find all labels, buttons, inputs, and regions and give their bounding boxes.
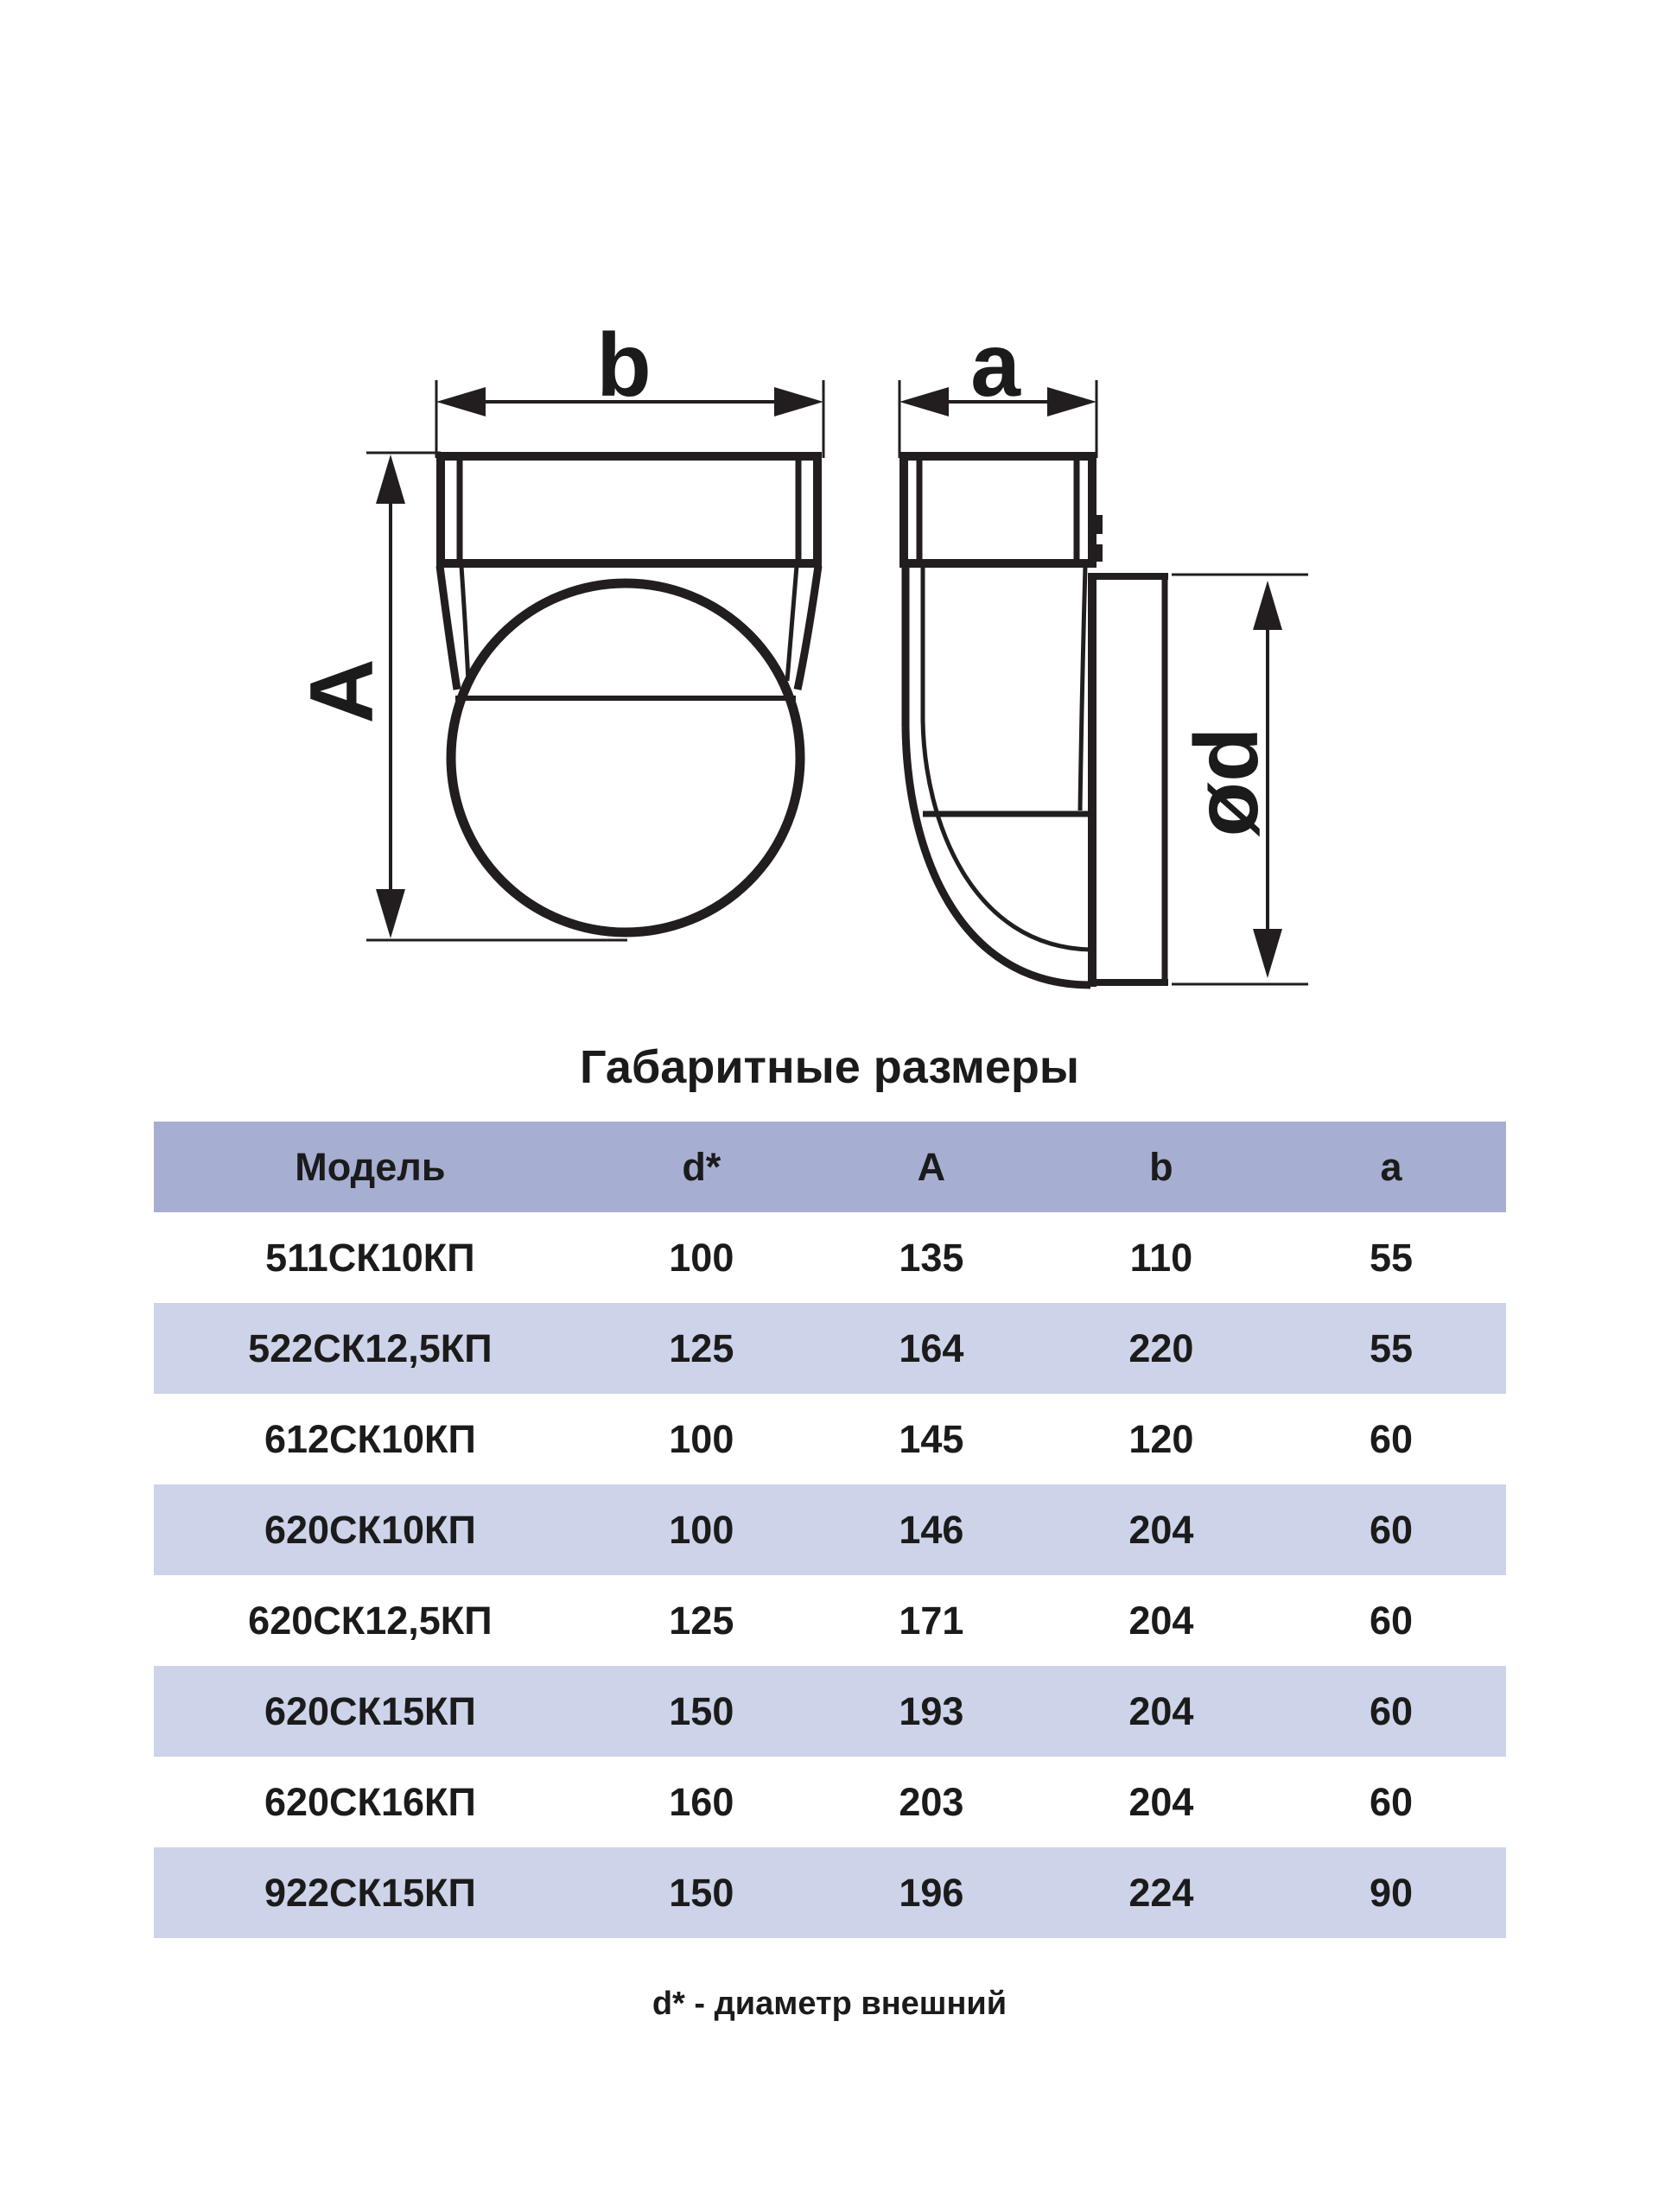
dim-label-b: b [596, 315, 652, 416]
cell-model: 620СК10КП [264, 1507, 476, 1552]
table-header-row [154, 1122, 1506, 1212]
wall-line [787, 566, 797, 681]
dim-label-diameter: ød [1177, 727, 1277, 837]
cell-b: 204 [1128, 1598, 1194, 1643]
table-row [154, 1484, 1506, 1575]
cell-a: 55 [1369, 1235, 1413, 1280]
cell-b: 204 [1128, 1688, 1194, 1733]
arrowhead-right-icon [774, 387, 823, 416]
col-header-model: Модель [295, 1144, 446, 1189]
side-view [899, 315, 1308, 987]
arrowhead-left-icon [899, 387, 949, 416]
cell-b: 110 [1129, 1235, 1193, 1280]
cell-A: 171 [899, 1598, 964, 1643]
wall-line [798, 566, 818, 690]
cell-model: 511СК10КП [265, 1235, 475, 1280]
cell-model: 620СК16КП [264, 1779, 476, 1824]
flange-latch [1094, 544, 1103, 562]
cell-a: 60 [1369, 1416, 1413, 1461]
cell-A: 164 [899, 1325, 964, 1370]
cell-A: 196 [899, 1870, 964, 1915]
cell-d: 100 [669, 1507, 734, 1552]
arrowhead-up-icon [376, 454, 405, 504]
cell-b: 204 [1128, 1779, 1194, 1824]
front-view [292, 315, 823, 940]
wall-line [461, 566, 468, 681]
round-opening [451, 583, 800, 932]
cell-d: 125 [669, 1325, 734, 1370]
table-row [154, 1666, 1506, 1757]
wall-line [440, 566, 457, 690]
dim-label-a: a [970, 315, 1020, 416]
cell-A: 193 [899, 1688, 964, 1733]
cell-model: 922СК15КП [264, 1870, 476, 1915]
cell-d: 160 [669, 1779, 734, 1824]
arrowhead-up-icon [1253, 581, 1282, 630]
wall-line [1080, 566, 1085, 810]
col-header-a: a [1380, 1144, 1402, 1189]
diameter-footnote: d* - диаметр внешний [652, 1986, 1007, 2022]
cell-model: 620СК12,5КП [248, 1598, 493, 1643]
dimensions-table [154, 1122, 1506, 1938]
cell-d: 150 [669, 1870, 734, 1915]
col-header-d: d* [682, 1144, 721, 1189]
cell-A: 146 [899, 1507, 964, 1552]
table-row [154, 1847, 1506, 1938]
arrowhead-down-icon [376, 889, 405, 938]
cell-d: 125 [669, 1598, 734, 1643]
front-flange [441, 456, 817, 563]
col-header-A: A [917, 1144, 946, 1189]
cell-b: 220 [1128, 1325, 1194, 1370]
table-row [154, 1212, 1506, 1303]
cell-a: 90 [1369, 1870, 1413, 1915]
cell-A: 145 [899, 1416, 964, 1461]
cell-model: 620СК15КП [264, 1688, 476, 1733]
cell-A: 135 [899, 1235, 964, 1280]
arrowhead-right-icon [1047, 387, 1096, 416]
table-row [154, 1303, 1506, 1394]
cell-a: 60 [1369, 1688, 1413, 1733]
page-title: Габаритные размеры [580, 1041, 1079, 1093]
cell-a: 60 [1369, 1507, 1413, 1552]
elbow-dimension-drawing [0, 0, 1659, 1002]
cell-model: 612СК10КП [264, 1416, 476, 1461]
cell-a: 60 [1369, 1779, 1413, 1824]
arrowhead-left-icon [436, 387, 486, 416]
cell-b: 120 [1128, 1416, 1194, 1461]
inner-bend-curve [923, 721, 1090, 950]
side-flange [904, 456, 1092, 563]
cell-d: 100 [669, 1416, 734, 1461]
flange-latch [1094, 515, 1103, 534]
table-row [154, 1394, 1506, 1484]
col-header-b: b [1149, 1144, 1173, 1189]
cell-b: 224 [1128, 1870, 1194, 1915]
cell-model: 522СК12,5КП [248, 1325, 493, 1370]
cell-b: 204 [1128, 1507, 1194, 1552]
cell-a: 60 [1369, 1598, 1413, 1643]
table-row [154, 1575, 1506, 1666]
cell-A: 203 [899, 1779, 964, 1824]
dim-label-A: A [292, 658, 392, 724]
cell-d: 100 [669, 1235, 734, 1280]
cell-a: 55 [1369, 1325, 1413, 1370]
cell-d: 150 [669, 1688, 734, 1733]
table-row [154, 1757, 1506, 1847]
arrowhead-down-icon [1253, 929, 1282, 978]
